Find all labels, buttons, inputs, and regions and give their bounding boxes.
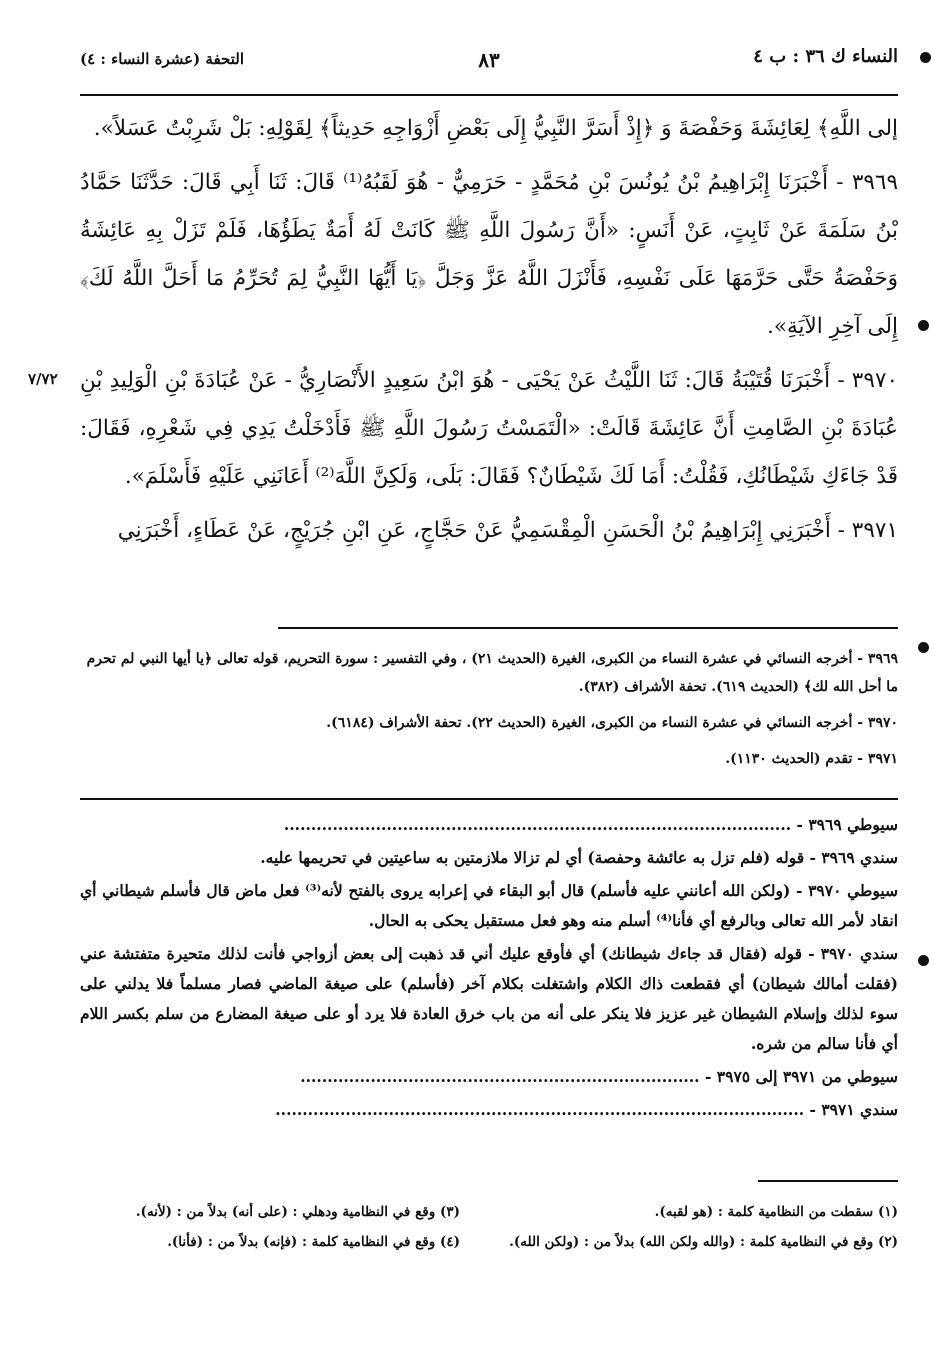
takhrij-rule: [278, 627, 898, 629]
header-rule: [80, 94, 898, 96]
takhrij-note: ٣٩٦٩ - أخرجه النسائي في عشرة النساء من الكبرى، الغيرة (الحديث ٢١) ، وفي التفسير : سورة التحريم، قوله تعالى ﴿يا أيها النبي لم تحرم ما أحل الله لك﴾ (الحديث ٦١٩). تحفة الأشراف (٣٨٢).: [86, 651, 898, 695]
hadith-paragraph: ٣٩٦٩ - أَخْبَرَنَا إِبْرَاهِيمُ بْنُ يُونُسَ بْنِ مُحَمَّدٍ - حَرَمِيٌّ - هُوَ لَقَبُهُ⁽¹⁾ قَالَ: ثَنَا أَبِي قَالَ: حَدَّثَنَا حَمَّادُ بْنُ سَلَمَةَ عَنْ ثَابِتٍ، عَنْ أَنَسٍ: «أَنَّ رَسُولَ اللَّهِ ﷺ كَانَتْ لَهُ أَمَةٌ يَطَؤُهَا، فَلَمْ تَزَلْ بِهِ عَائِشَةُ وَحَفْصَةُ حَتَّى حَرَّمَهَا عَلَى نَفْسِهِ، فَأَنْزَلَ اللَّهُ عَزَّ وَجَلَّ ﴿يَا أَيُّهَا النَّبِيُّ لِمَ تُحَرِّمُ مَا أَحَلَّ اللَّهُ لَكَ﴾ إِلَى آخِرِ الآيَةِ».: [80, 170, 899, 339]
page-header: [80, 44, 898, 84]
hadith-text: [80, 105, 898, 561]
page-number: ٨٣: [478, 48, 500, 72]
bottom-notes-right: [478, 1197, 898, 1257]
margin-volume-mark: ٧/٧٢: [28, 370, 58, 388]
margin-dot: [918, 642, 929, 653]
commentary-entry: سيوطي ٣٩٦٩ - ..............................................................................................: [283, 815, 898, 834]
commentary-section: [80, 810, 898, 1128]
commentary-entry: سندي ٣٩٧١ - ..................................................................................................: [275, 1100, 898, 1119]
bottom-notes-left: [80, 1197, 460, 1257]
margin-dot: [918, 955, 929, 966]
variant-note: (٣) وقع في النظامية ودهلي : (على أنه) بدلاً من : (لأنه).: [135, 1204, 460, 1220]
commentary-entry: سيوطي من ٣٩٧١ إلى ٣٩٧٥ - ..........................................................................: [300, 1067, 898, 1086]
takhrij-note: ٣٩٧٠ - أخرجه النسائي في عشرة النساء من الكبرى، الغيرة (الحديث ٢٢). تحفة الأشراف (٦١٨٤).: [326, 715, 898, 731]
margin-dot: [920, 52, 931, 63]
variant-note: (٤) وقع في النظامية كلمة : (فإنه) بدلاً من : (فأنا).: [167, 1234, 460, 1250]
variant-note: (١) سقطت من النظامية كلمة : (هو لقبه).: [654, 1204, 898, 1220]
commentary-entry: سيوطي ٣٩٧٠ - (ولكن الله أعانني عليه فأسلم) قال أبو البقاء في إعرابه يروى بالفتح لأنه⁽³⁾ فعل ماض قال فأسلم شيطاني أي انقاد لأمر الله تعالى وبالرفع أي فأنا⁽⁴⁾ أسلم منه وهو فعل مستقبل يحكى به الحال.: [80, 881, 899, 930]
takhrij-notes: [80, 645, 898, 781]
margin-dot: [918, 320, 929, 331]
takhrij-note: ٣٩٧١ - تقدم (الحديث ١١٣٠).: [725, 751, 898, 767]
header-chapter-ref: النساء ك ٣٦ : ب ٤: [753, 46, 898, 67]
header-tuhfa-ref: التحفة (عشرة النساء : ٤): [80, 50, 245, 68]
commentary-entry: سندي ٣٩٧٠ - قوله (فقال قد جاءك شيطانك) أي فأوقع عليك أني قد ذهبت إلى بعض أزواجي فأنت لذلك متحيرة متفتشة عني (فقلت أمالك شيطان) أي فقطعت ذاك الكلام واشتغلت بكلام آخر (فأسلم) على صيغة الماضي فصار مسلماً فلا يدلني على سوء لذلك وإسلام الشيطان غير عزيز فلا ينكر على أنه من باب خرق العادة فلا يرد أو على صيغة المضارع من سلم بكسر اللام أي فأنا سالم من شره.: [80, 944, 898, 1053]
hadith-paragraph: ٣٩٧١ - أَخْبَرَنِي إِبْرَاهِيمُ بْنُ الْحَسَنِ الْمِقْسَمِيُّ عَنْ حَجَّاجٍ، عَنِ ابْنِ جُرَيْجٍ، عَنْ عَطَاءٍ، أَخْبَرَنِي: [117, 518, 898, 543]
commentary-rule: [80, 798, 898, 800]
commentary-entry: سندي ٣٩٦٩ - قوله (فلم تزل به عائشة وحفصة) أي لم تزالا ملازمتين به ساعيتين في تحريمها عليه.: [260, 848, 898, 867]
bottom-notes-rule: [758, 1180, 898, 1182]
hadith-paragraph: ٣٩٧٠ - أَخْبَرَنَا قُتَيْبَةُ قَالَ: ثَنَا اللَّيْثُ عَنْ يَحْيَى - هُوَ ابْنُ سَعِيدٍ الأَنْصَارِيُّ - عَنْ عُبَادَةَ بْنِ الْوَلِيدِ بْنِ عُبَادَةَ بْنِ الصَّامِتِ أَنَّ عَائِشَةَ قَالَتْ: «الْتَمَسْتُ رَسُولَ اللَّهِ ﷺ فَأَدْخَلْتُ يَدِي فِي شَعْرِهِ، فَقَالَ: قَدْ جَاءَكِ شَيْطَانُكِ، فَقُلْتُ: أَمَا لَكَ شَيْطَانٌ؟ فَقَالَ: بَلَى، وَلَكِنَّ اللَّهَ⁽²⁾ أَعَانَنِي عَلَيْهِ فَأَسْلَمَ».: [80, 368, 898, 489]
hadith-paragraph: إلى اللَّهِ﴾ لِعَائِشَةَ وَحَفْصَةَ وَ ﴿إِذْ أَسَرَّ النَّبِيُّ إِلَى بَعْضِ أَزْوَاجِهِ حَدِيثاً﴾ لِقَوْلِهِ: بَلْ شَرِبْتُ عَسَلاً».: [93, 116, 898, 141]
variant-note: (٢) وقع في النظامية كلمة : (والله ولكن الله) بدلاً من : (ولكن الله).: [509, 1234, 898, 1250]
